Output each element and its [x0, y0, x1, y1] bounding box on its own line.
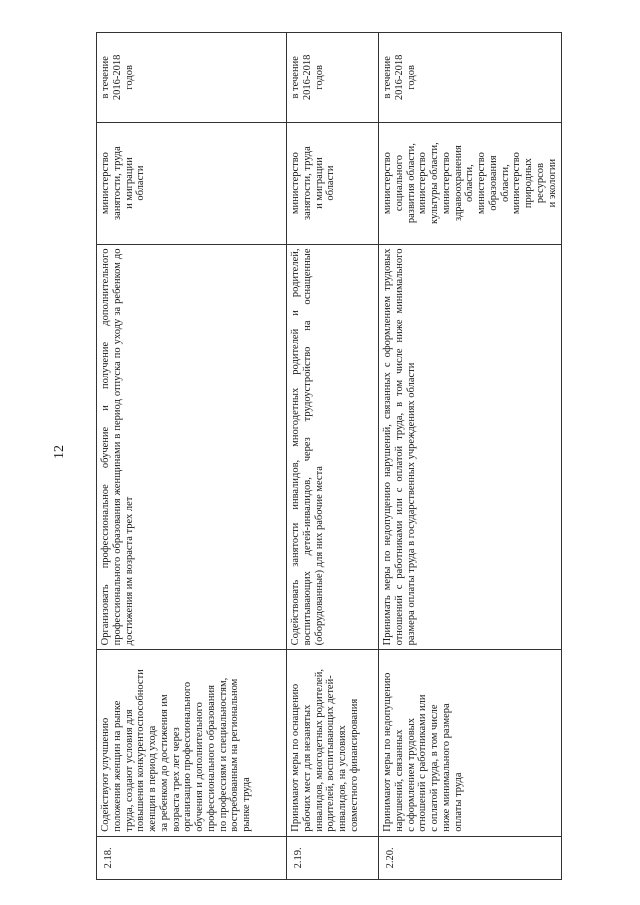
executor-line: министерство [476, 152, 487, 215]
term-line: в течение [100, 56, 111, 99]
executor-line: социального [393, 155, 405, 212]
measure-line: организацию профессионального [182, 681, 194, 832]
measure-line: повышения конкурентоспособности [135, 669, 147, 832]
measure-line: профессионального образования [205, 685, 217, 832]
term-line: в течение [382, 56, 393, 99]
row-number: 2.20. [379, 836, 562, 879]
executor-line: министерство [290, 152, 301, 215]
measure-line: нарушений, связанных [393, 729, 405, 832]
executor-cell [97, 122, 287, 244]
executor-line: здравоохранения [452, 145, 464, 222]
executor-line: природных [523, 158, 534, 209]
measure-line: за ребенком до достижения им [158, 694, 170, 832]
table-row [97, 33, 287, 880]
executor-line: министерство [417, 152, 429, 215]
measure-line: положения женщин на рынке [111, 700, 123, 832]
executor-line: образования [487, 155, 499, 211]
measure-line: обучения и дополнительного [194, 702, 205, 832]
measure-line: возраста трех лет через [170, 727, 182, 832]
executor-cell [287, 122, 379, 244]
executor-line: министерство [382, 152, 393, 215]
measure-line: с оформлением трудовых [405, 718, 417, 832]
executor-line: области [325, 165, 337, 201]
table-row [379, 33, 562, 880]
measure-line: рынке труда [241, 777, 252, 832]
executor-line: занятости, труда [111, 146, 123, 220]
measure-line: родителей, воспитывающих детей- [325, 675, 337, 832]
measure-line: инвалидов, на условиях [337, 725, 348, 832]
term-cell [379, 33, 562, 123]
measure-line: Принимают меры по оснащению [290, 683, 301, 832]
measure-line: женщин в период ухода [147, 725, 158, 832]
executor-line: культуры области, [429, 142, 440, 224]
measures-table-container [96, 32, 558, 880]
row-number: 2.19. [287, 836, 379, 879]
measures-table [96, 32, 562, 880]
measure-line: востребованным на региональном [229, 678, 241, 832]
measure-line: инвалидов, многодетных родителей, [313, 669, 325, 832]
action-cell: Организовать профессиональное обучение и получение дополнительного профессионального образования женщинами в период отпуска по уходу за ребенком до достижения им возраста трех лет [97, 244, 287, 650]
page-number: 12 [52, 445, 67, 459]
measure-line: Содействуют улучшению [100, 717, 111, 832]
term-line: годов [313, 65, 325, 90]
term-line: в течение [290, 56, 301, 99]
executor-line: министерство [100, 152, 111, 215]
measure-cell [287, 650, 379, 836]
measure-line: отношений с работниками или [417, 694, 429, 832]
executor-line: и миграции [313, 157, 325, 209]
term-line: годов [405, 65, 417, 90]
table-row [287, 33, 379, 880]
executor-line: и миграции [123, 157, 135, 209]
term-line: годов [123, 65, 135, 90]
measure-line: труда, создают условия для [123, 709, 135, 832]
executor-line: развития области, [405, 143, 417, 224]
executor-line: занятости, труда [301, 146, 313, 220]
measure-line: оплаты труда [452, 772, 464, 832]
term-line: 2016-2018 [393, 54, 405, 101]
row-number: 2.18. [97, 836, 287, 879]
executor-line: ресурсов [534, 163, 546, 204]
executor-cell [379, 122, 562, 244]
measure-cell [97, 650, 287, 836]
measure-cell [379, 650, 562, 836]
executor-line: министерство [511, 152, 523, 215]
action-cell: Принимать меры по недопущению нарушений, связанных с оформлением трудовых отношений с работниками или с оплатой труда, в том числе ниже минимального размера оплаты труда в государственных учреждениях области [379, 244, 562, 650]
term-line: 2016-2018 [301, 54, 313, 101]
measure-line: рабочих мест для незанятых [301, 704, 313, 832]
term-cell [97, 33, 287, 123]
executor-line: и экологии [546, 158, 558, 208]
executor-line: области, [499, 164, 511, 202]
term-cell [287, 33, 379, 123]
term-line: 2016-2018 [111, 54, 123, 101]
executor-line: области [135, 165, 147, 201]
measure-line: с оплатой труда, в том числе [429, 704, 440, 832]
measure-line: совместного финансирования [348, 698, 360, 832]
measure-line: ниже минимального размера [440, 703, 452, 832]
measure-line: Принимают меры по недопущению [382, 672, 393, 832]
action-cell: Содействовать занятости инвалидов, многодетных родителей и родителей, воспитывающих детей-инвалидов, через трудоустройство на оснащенные (оборудованные) для них рабочие места [287, 244, 379, 650]
executor-line: области, [464, 164, 476, 202]
measure-line: по профессиям и специальностям, [217, 677, 229, 832]
executor-line: министерство [440, 152, 452, 215]
